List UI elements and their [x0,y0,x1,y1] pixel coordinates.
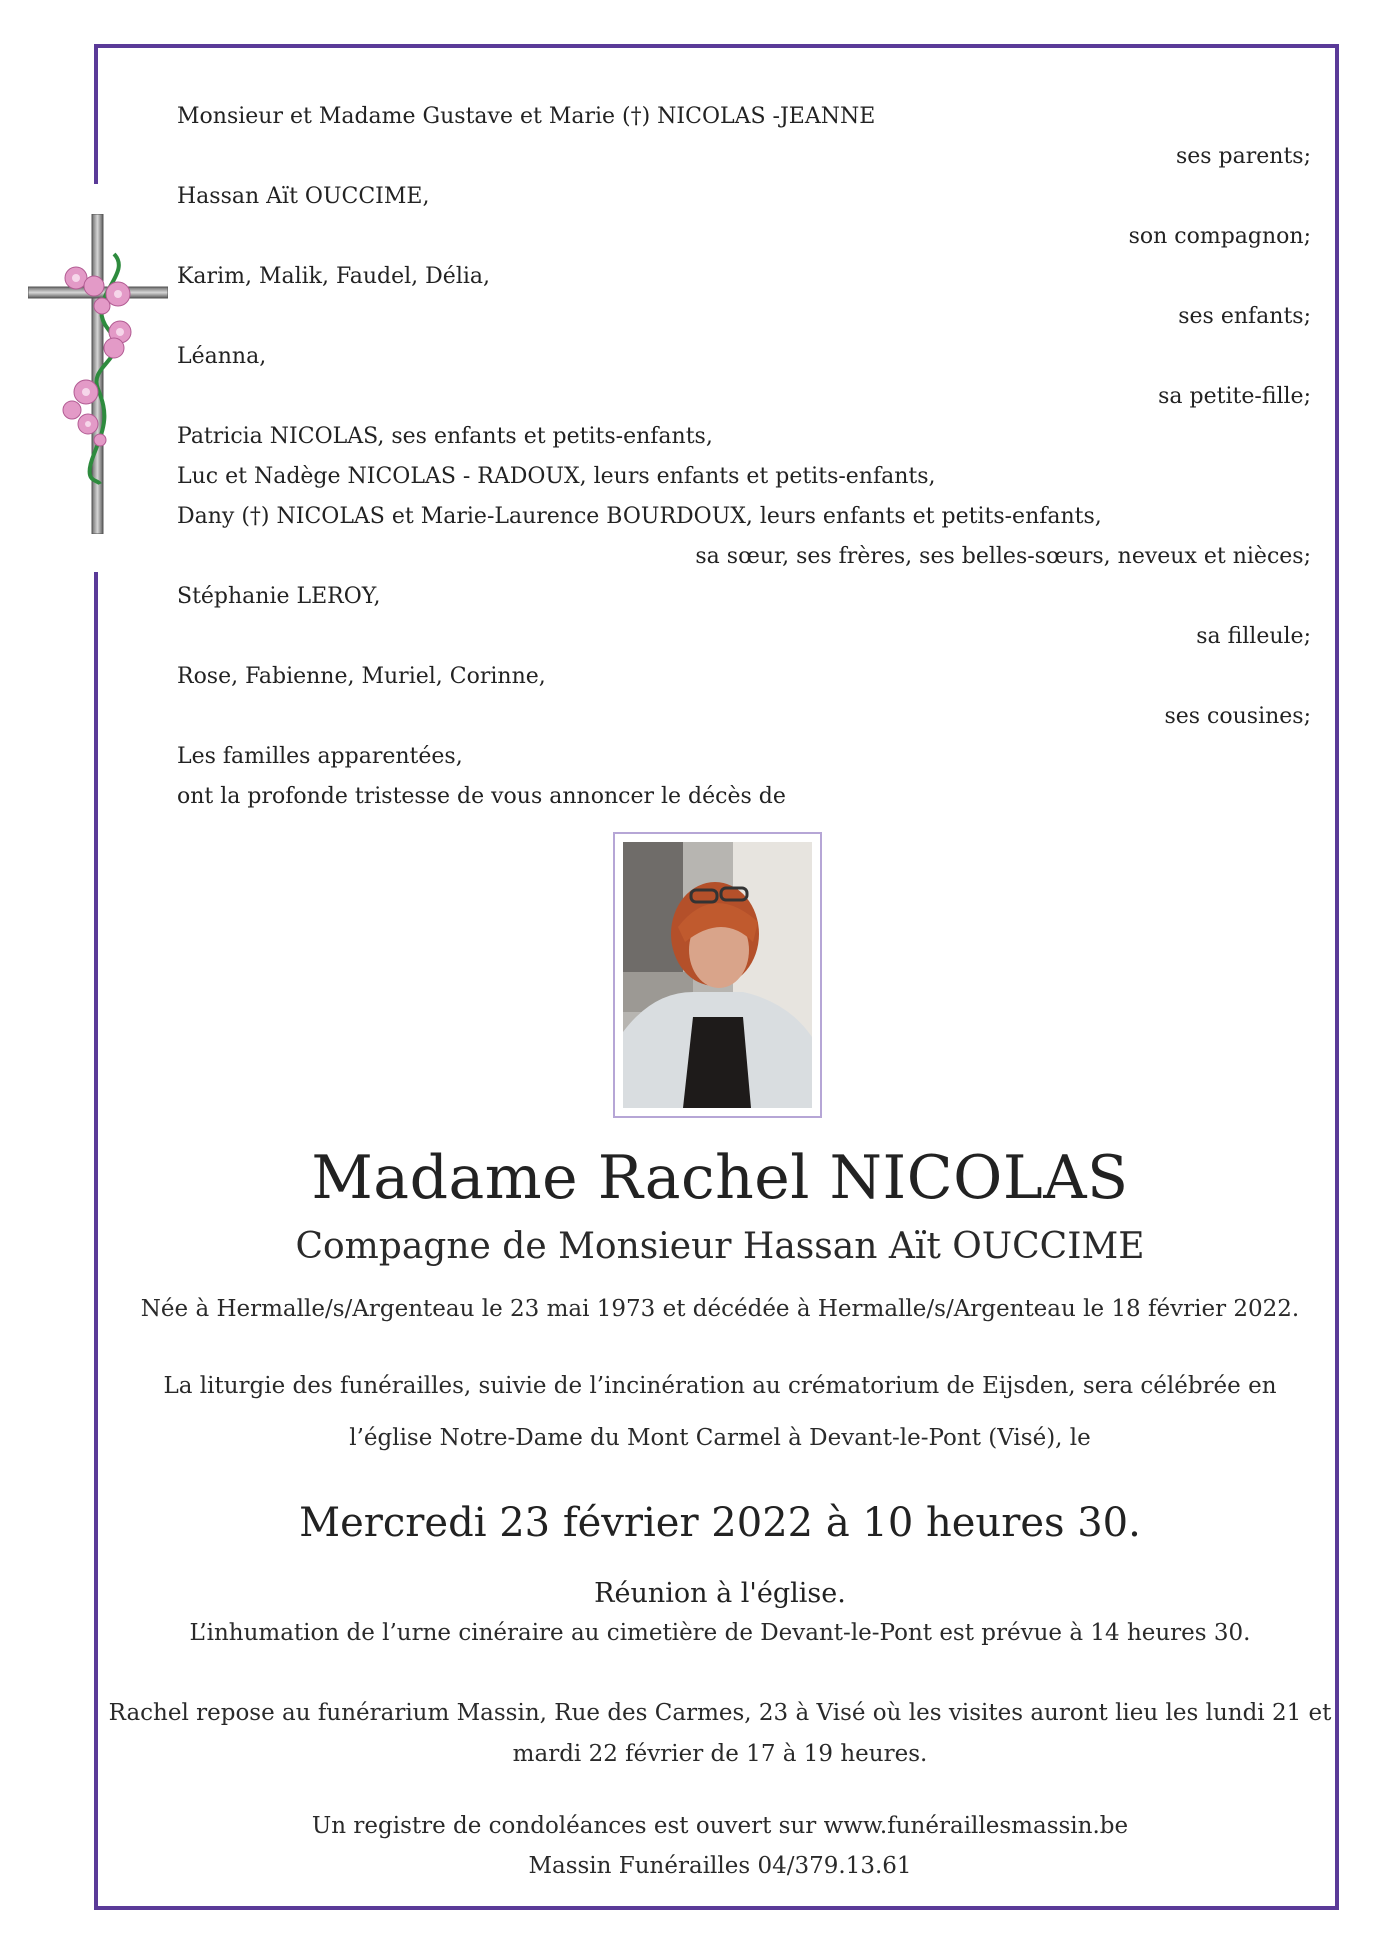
family-line: Patricia NICOLAS, ses enfants et petits-enfants, [177,424,713,449]
portrait-image [623,842,812,1108]
family-line: Les familles apparentées, [177,744,463,769]
deceased-name: Madame Rachel NICOLAS [311,1143,1129,1213]
family-line: Monsieur et Madame Gustave et Marie (†) NICOLAS -JEANNE [177,104,876,129]
family-relation: sa sœur, ses frères, ses belles-sœurs, neveux et nièces; [695,544,1311,569]
family-line: Léanna, [177,344,267,369]
family-line: Luc et Nadège NICOLAS - RADOUX, leurs enfants et petits-enfants, [177,464,936,489]
family-relation: ses cousines; [1164,704,1311,729]
frame-left-border-upper [94,44,98,184]
family-relation: ses enfants; [1178,304,1311,329]
funeral-home-contact: Massin Funérailles 04/379.13.61 [528,1853,912,1879]
family-line: Stéphanie LEROY, [177,584,381,609]
deceased-subtitle: Compagne de Monsieur Hassan Aït OUCCIME [295,1226,1145,1267]
family-line: Karim, Malik, Faudel, Délia, [177,264,491,289]
birth-death-dates: Née à Hermalle/s/Argenteau le 23 mai 1973 et décédée à Hermalle/s/Argenteau le 18 février 2022. [140,1296,1300,1322]
ceremony-datetime: Mercredi 23 février 2022 à 10 heures 30. [299,1500,1141,1546]
family-list [177,97,1311,817]
portrait-photo [613,832,822,1118]
frame-top-border [94,44,1339,48]
ceremony-meeting: Réunion à l'église. [594,1578,846,1609]
family-line: Rose, Fabienne, Muriel, Corinne, [177,664,546,689]
family-relation: sa filleule; [1196,624,1311,649]
family-line: ont la profonde tristesse de vous annoncer le décès de [177,784,786,809]
flowered-cross-icon [28,214,168,534]
frame-left-border-lower [94,572,98,1910]
visits-line-1: Rachel repose au funérarium Massin, Rue des Carmes, 23 à Visé où les visites auront lieu les lundi 21 et [108,1700,1332,1726]
family-relation: son compagnon; [1128,224,1311,249]
ceremony-line-2: l’église Notre-Dame du Mont Carmel à Devant-le-Pont (Visé), le [349,1425,1091,1451]
family-line: Hassan Aït OUCCIME, [177,184,430,209]
family-line: Dany (†) NICOLAS et Marie-Laurence BOURDOUX, leurs enfants et petits-enfants, [177,504,1102,529]
visits-line-2: mardi 22 février de 17 à 19 heures. [512,1741,928,1767]
family-relation: ses parents; [1175,144,1311,169]
burial-info: L’inhumation de l’urne cinéraire au cimetière de Devant-le-Pont est prévue à 14 heures 30. [189,1620,1251,1646]
ceremony-line-1: La liturgie des funérailles, suivie de l’incinération au crématorium de Eijsden, sera célébrée en [163,1373,1277,1399]
frame-bottom-border [94,1906,1339,1910]
condolence-registry: Un registre de condoléances est ouvert sur www.funéraillesmassin.be [311,1813,1129,1839]
family-relation: sa petite-fille; [1158,384,1311,409]
